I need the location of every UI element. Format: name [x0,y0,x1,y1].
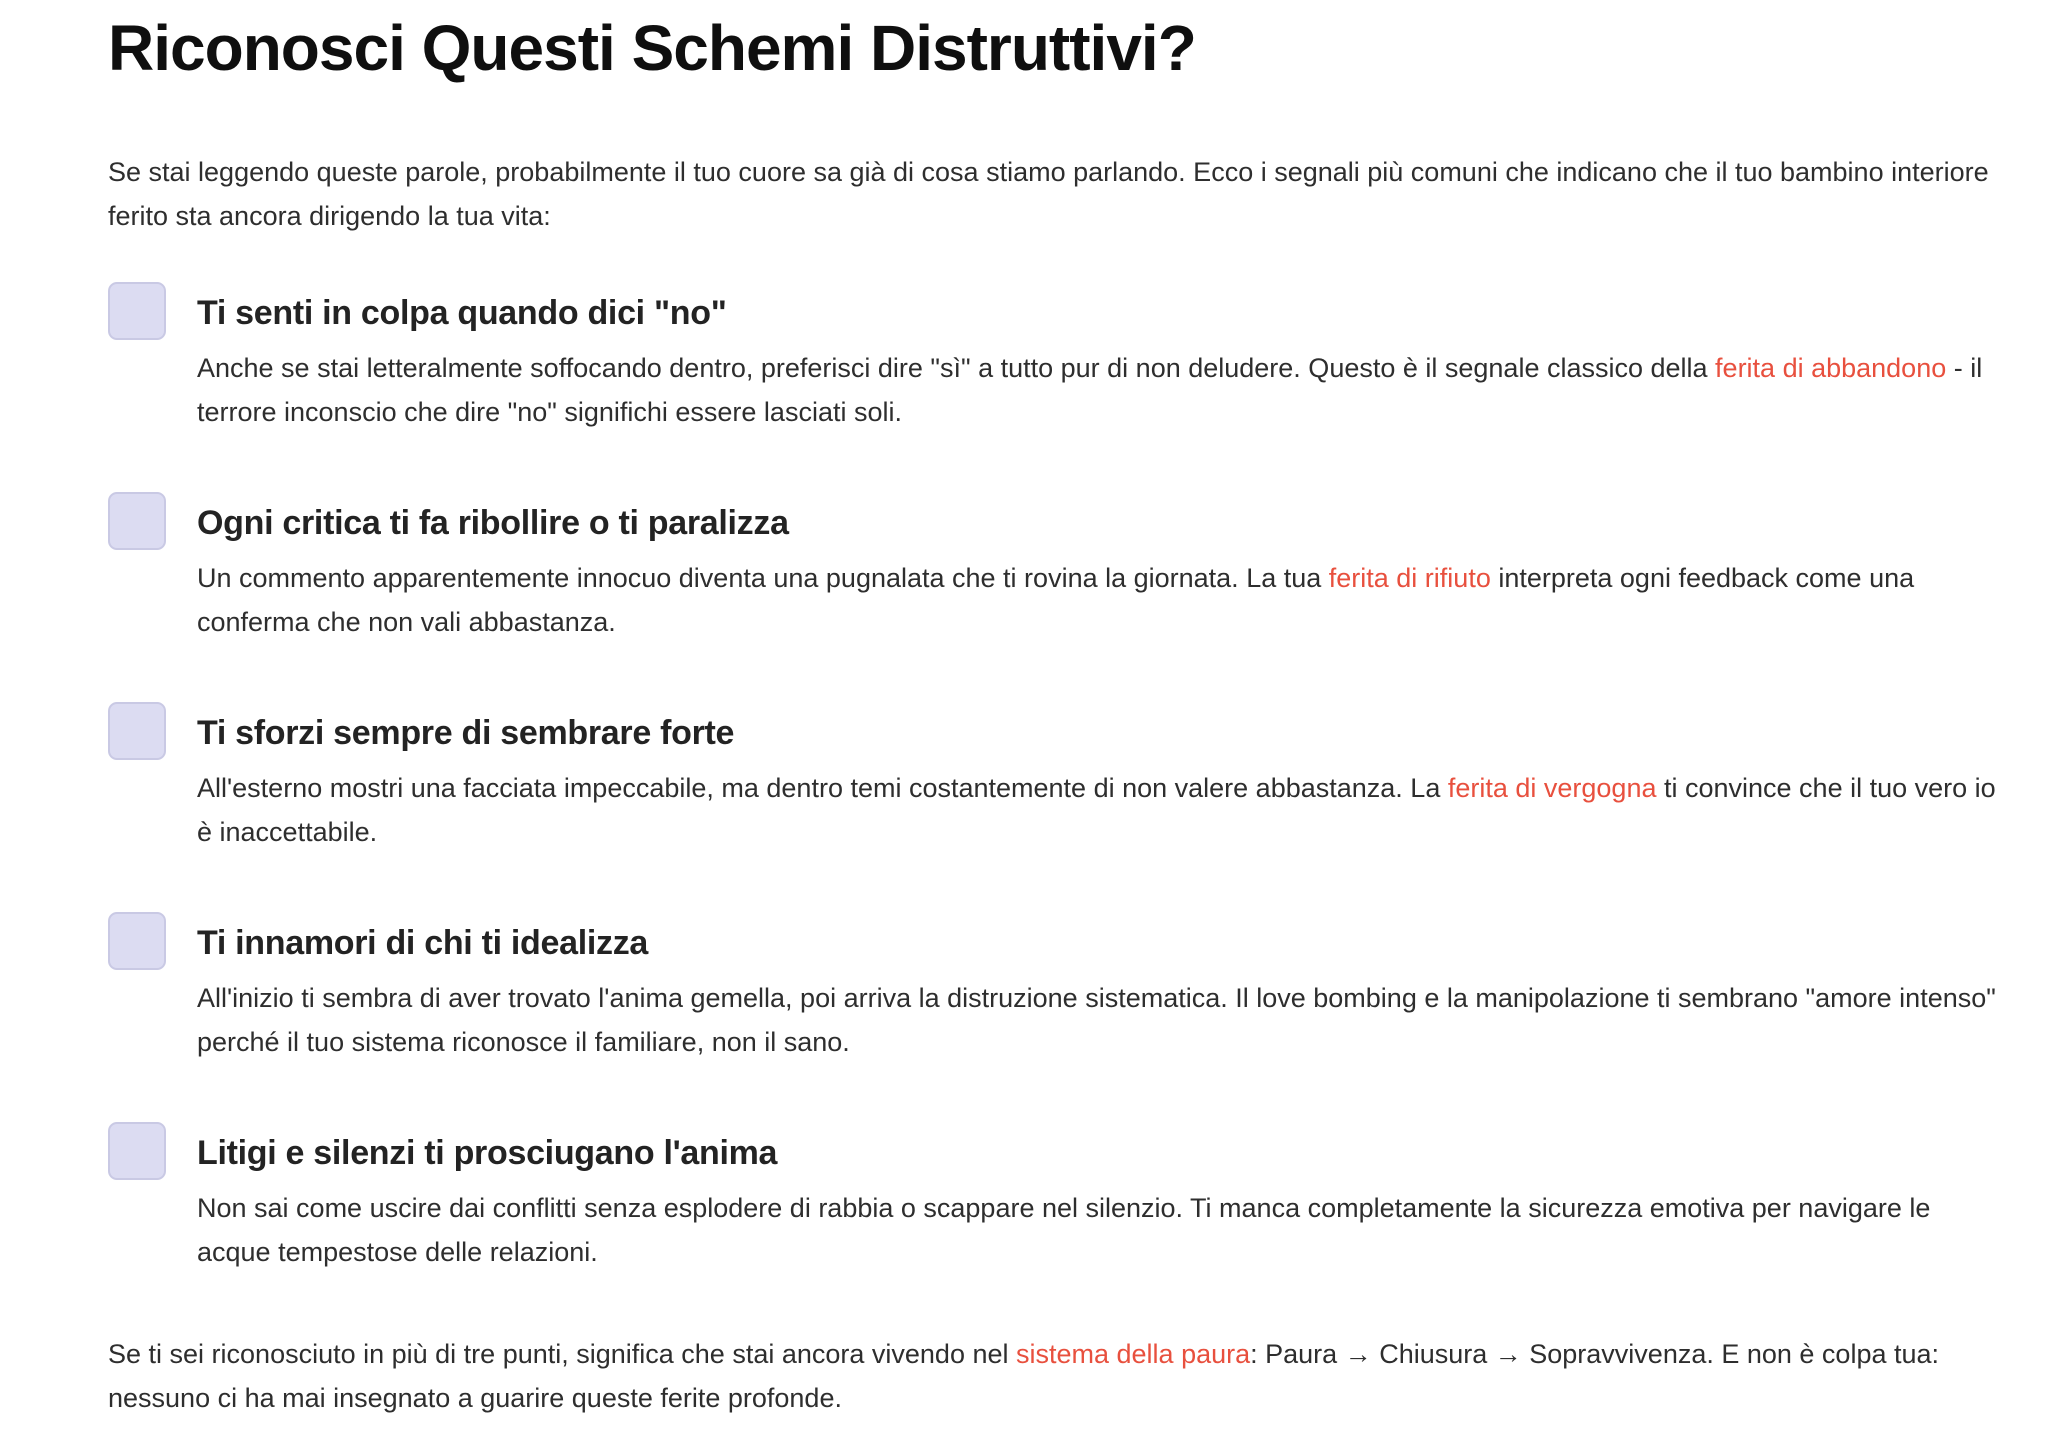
checklist-item [108,282,1998,492]
checkbox[interactable] [108,912,166,970]
checklist-item-description [197,556,1998,644]
checklist-item [108,1122,1998,1332]
checklist-item-description [197,766,1998,854]
description-text: Anche se stai letteralmente soffocando dentro, preferisci dire "sì" a tutto pur di non deludere. Questo è il segnale classico della [197,353,1716,383]
description-text: Non sai come uscire dai conflitti senza esplodere di rabbia o scappare nel silenzio. Ti manca completamente la sicurezza emotiva per navigare le acque tempestose delle relazioni. [197,1193,1931,1267]
description-text: Un commento apparentemente innocuo diventa una pugnalata che ti rovina la giornata. La tua [197,563,1329,593]
checkbox[interactable] [108,702,166,760]
checklist-item-description [197,976,1998,1064]
highlight-text: sistema della paura [1016,1339,1251,1369]
checklist-item [108,492,1998,702]
description-text: All'inizio ti sembra di aver trovato l'anima gemella, poi arriva la distruzione sistematica. Il love bombing e la manipolazione ti sembrano "amore intenso" perché il tuo sistema riconosce il familiare, non il sano. [197,983,1996,1057]
checkbox[interactable] [108,1122,166,1180]
description-text: interpreta ogni feedback come una conferma che non vali abbastanza. [197,563,1915,637]
highlight-text: ferita di rifiuto [1328,563,1491,593]
highlight-text: ferita di vergogna [1447,773,1657,803]
intro-paragraph: Se stai leggendo queste parole, probabilmente il tuo cuore sa già di cosa stiamo parlando. Ecco i segnali più comuni che indicano che il tuo bambino interiore ferito sta ancora dirigendo la tua vita: [108,157,1989,231]
checklist-item [108,702,1998,912]
outro-text: Se ti sei riconosciuto in più di tre punti, significa che stai ancora vivendo nel [108,1339,1016,1369]
highlight-text: ferita di abbandono [1715,353,1947,383]
description-text: All'esterno mostri una facciata impeccabile, ma dentro temi costantemente di non valere abbastanza. La [197,773,1448,803]
checkbox[interactable] [108,492,166,550]
checklist-item-title: Ti sforzi sempre di sembrare forte [197,714,735,752]
checklist-item-description [197,1186,1998,1274]
checklist-item-title: Litigi e silenzi ti prosciugano l'anima [197,1134,778,1172]
description-text: ti convince che il tuo vero io è inaccettabile. [197,773,1996,847]
outro-text: : Paura → Chiusura → Sopravvivenza. E non è colpa tua: nessuno ci ha mai insegnato a guarire queste ferite profonde. [108,1339,1940,1413]
pattern-checklist [108,282,1998,1332]
checklist-item-description [197,346,1998,434]
checkbox[interactable] [108,282,166,340]
page-title: Riconosci Questi Schemi Distruttivi? [108,12,1196,84]
checklist-item [108,912,1998,1122]
checklist-item-title: Ti innamori di chi ti idealizza [197,924,649,962]
outro-paragraph [108,1332,1998,1420]
checklist-item-title: Ti senti in colpa quando dici "no" [197,294,727,332]
description-text: - il terrore inconscio che dire "no" significhi essere lasciati soli. [197,353,1983,427]
checklist-item-title: Ogni critica ti fa ribollire o ti paralizza [197,504,789,542]
